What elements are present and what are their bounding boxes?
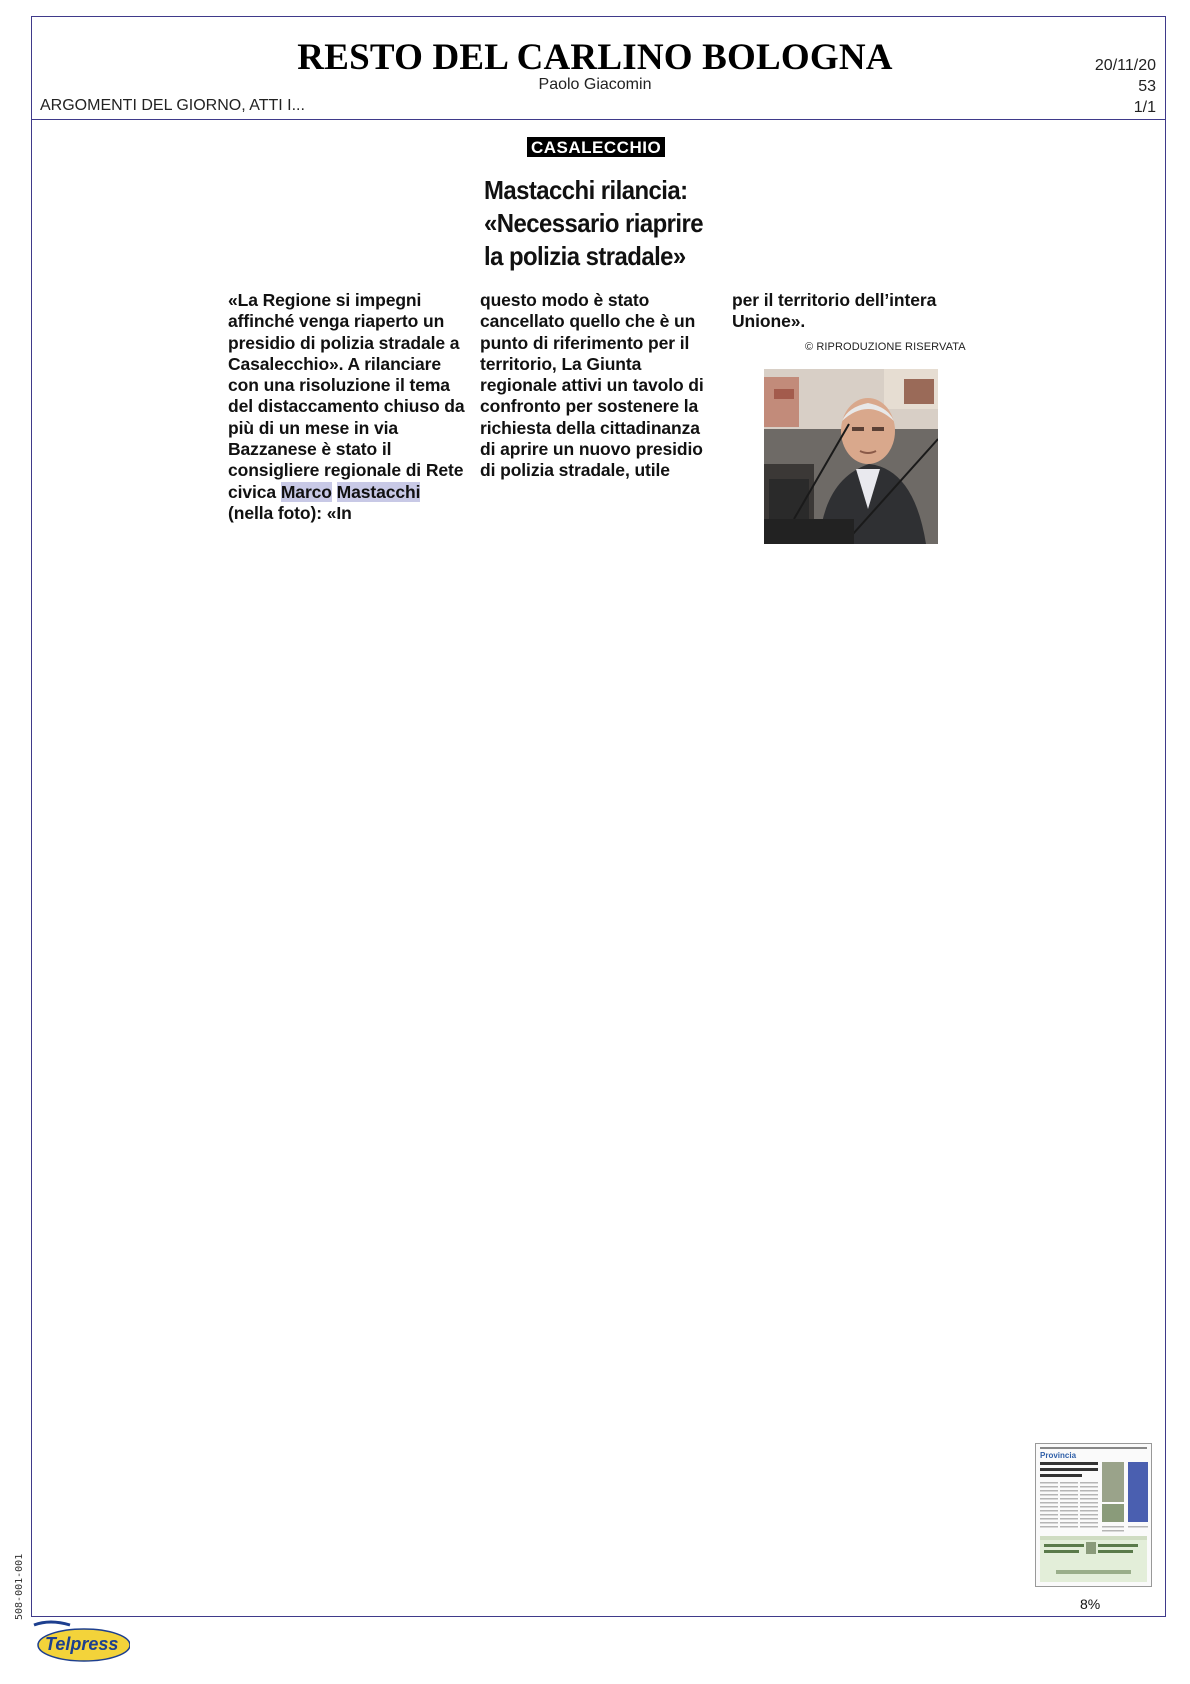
copyright-notice: © RIPRODUZIONE RISERVATA <box>805 341 966 353</box>
thumbnail-preview <box>1036 1444 1151 1586</box>
page-thumbnail[interactable] <box>1035 1443 1152 1587</box>
issue-page-number: 53 <box>1138 78 1156 95</box>
headline-line: «Necessario riaprire <box>484 208 704 238</box>
article-photo <box>764 369 938 544</box>
body-text: per il territorio dell’intera Unione». <box>732 290 937 332</box>
bold-lead: La Regione <box>237 290 331 310</box>
article-column-2 <box>480 290 720 482</box>
body-text: questo modo è stato cancellato quello che è un punto di riferimento per il territorio, La Giunta regionale attivi un tavolo di confronto per sostenere la richiesta della cittadinanza di aprire un nuovo presidio di polizia stradale, utile <box>480 290 704 481</box>
article-column-3 <box>732 290 977 333</box>
section-label: ARGOMENTI DEL GIORNO, ATTI I... <box>40 97 305 114</box>
header-divider <box>31 119 1166 120</box>
telpress-logo-graphic <box>30 1619 130 1663</box>
headline-line: Mastacchi rilancia: <box>484 175 688 205</box>
body-text: (nella foto): «In <box>228 502 352 523</box>
article-kicker: CASALECCHIO <box>527 137 665 157</box>
open-quote: « <box>228 290 238 310</box>
highlighted-name: Mastacchi <box>336 481 421 502</box>
thumbnail-zoom: 8% <box>1080 1596 1101 1612</box>
author-name: Paolo Giacomin <box>538 76 652 93</box>
issue-page-count: 1/1 <box>1133 99 1156 116</box>
article-headline <box>484 174 723 273</box>
thumbnail-section-label: Provincia <box>1040 1451 1077 1460</box>
telpress-logo <box>30 1619 130 1663</box>
article-column-1 <box>228 290 468 524</box>
issue-date: 20/11/20 <box>1094 57 1156 74</box>
issue-meta <box>1095 55 1156 118</box>
headline-line: la polizia stradale» <box>484 241 686 271</box>
photo-illustration <box>764 369 938 544</box>
publication-title: RESTO DEL CARLINO BOLOGNA <box>297 37 893 78</box>
highlighted-name: Marco <box>280 481 332 502</box>
svg-text:Telpress: Telpress <box>45 1634 119 1654</box>
body-text: si impegni affinché venga riaperto un presidio di polizia stradale a Casalecchio». A rilanciare con una risoluzione il tema del distaccamento chiuso da più di un mese in via Bazzanese è stato il consigliere regionale di Rete civica <box>228 290 465 502</box>
document-code: 508-001-001 <box>14 1553 25 1620</box>
